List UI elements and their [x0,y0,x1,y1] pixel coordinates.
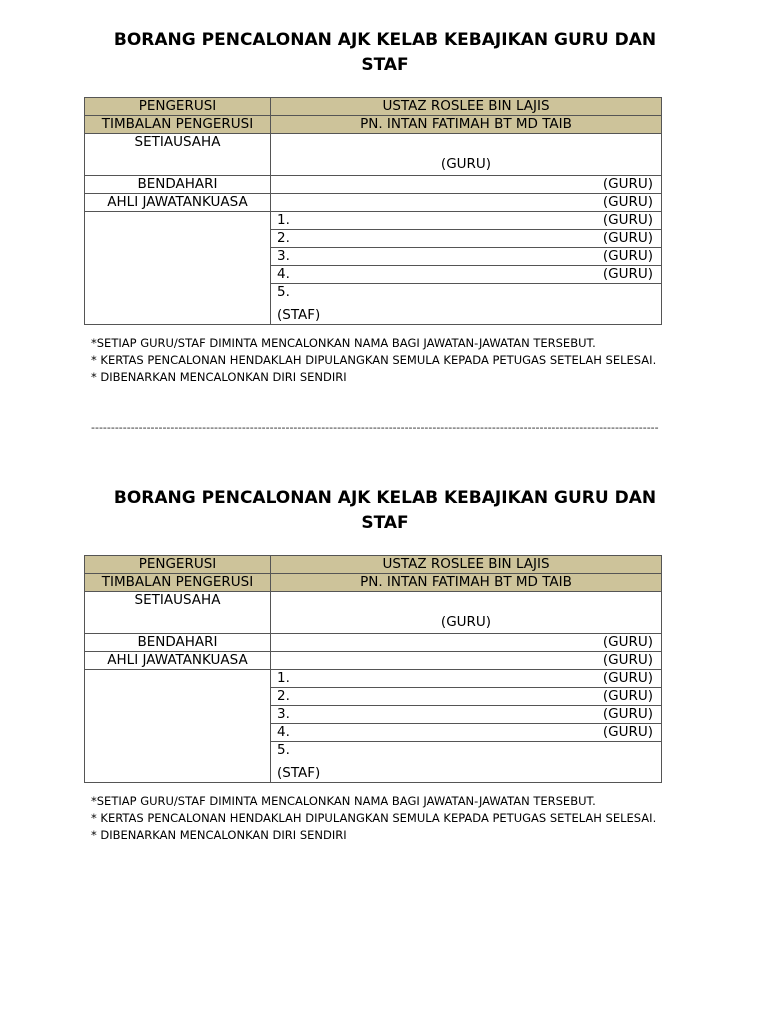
member-number: 4. [277,724,290,740]
category-tag: (GURU) [602,688,653,704]
position-label: SETIAUSAHA [85,592,271,634]
row-ajk [85,194,662,212]
nominee-field[interactable] [271,248,662,266]
member-number: 4. [277,266,290,282]
nominee-field[interactable] [271,230,662,248]
member-number: 3. [277,706,290,722]
category-tag: (GURU) [602,724,653,740]
category-tag: (GURU) [440,156,492,172]
nominee-field[interactable] [271,688,662,706]
nominee-field[interactable] [271,742,662,783]
category-tag: (GURU) [602,652,653,668]
nomination-table [84,555,662,783]
category-tag: (GURU) [602,194,653,210]
row-pengerusi [85,556,662,574]
category-tag: (STAF) [277,307,321,323]
row-setiausaha [85,134,662,176]
nominee-field[interactable] [271,634,662,652]
form-title: BORANG PENCALONAN AJK KELAB KEBAJIKAN GURU DAN STAF [113,488,657,533]
nominee-field[interactable] [271,652,662,670]
position-label: TIMBALAN PENGERUSI [85,574,271,592]
member-number: 2. [277,230,290,246]
nominee-field[interactable] [271,194,662,212]
member-row [85,212,662,230]
candidate-name: PN. INTAN FATIMAH BT MD TAIB [271,116,662,134]
member-number: 3. [277,248,290,264]
row-bendahari [85,634,662,652]
notes [91,335,671,386]
note: * DIBENARKAN MENCALONKAN DIRI SENDIRI [91,828,347,842]
nominee-field[interactable] [271,284,662,325]
category-tag: (GURU) [602,212,653,228]
candidate-name: USTAZ ROSLEE BIN LAJIS [271,556,662,574]
row-setiausaha [85,592,662,634]
category-tag: (GURU) [440,614,492,630]
nominee-field[interactable] [271,134,662,176]
note: * KERTAS PENCALONAN HENDAKLAH DIPULANGKAN SEMULA KEPADA PETUGAS SETELAH SELESAI. [91,353,657,367]
position-label: AHLI JAWATANKUASA [85,652,271,670]
candidate-name: PN. INTAN FATIMAH BT MD TAIB [271,574,662,592]
category-tag: (GURU) [602,706,653,722]
form-title: BORANG PENCALONAN AJK KELAB KEBAJIKAN GURU DAN STAF [113,30,657,75]
note: * DIBENARKAN MENCALONKAN DIRI SENDIRI [91,370,347,384]
member-number: 5. [277,284,290,300]
nominee-field[interactable] [271,212,662,230]
note: *SETIAP GURU/STAF DIMINTA MENCALONKAN NAMA BAGI JAWATAN-JAWATAN TERSEBUT. [91,794,596,808]
member-number: 2. [277,688,290,704]
blank-cell [85,212,271,325]
position-label: PENGERUSI [85,98,271,116]
member-number: 1. [277,212,290,228]
row-timbalan [85,116,662,134]
cut-line: ----------------------------------------------------------------------------------------------------------------------------------------------- [91,421,659,434]
member-number: 5. [277,742,290,758]
category-tag: (GURU) [602,230,653,246]
category-tag: (GURU) [602,670,653,686]
candidate-name: USTAZ ROSLEE BIN LAJIS [271,98,662,116]
nominee-field[interactable] [271,706,662,724]
nominee-field[interactable] [271,176,662,194]
row-timbalan [85,574,662,592]
nominee-field[interactable] [271,266,662,284]
notes [91,793,671,844]
position-label: TIMBALAN PENGERUSI [85,116,271,134]
blank-cell [85,670,271,783]
category-tag: (GURU) [602,266,653,282]
category-tag: (GURU) [602,176,653,192]
row-bendahari [85,176,662,194]
category-tag: (GURU) [602,634,653,650]
position-label: SETIAUSAHA [85,134,271,176]
row-ajk [85,652,662,670]
row-pengerusi [85,98,662,116]
nominee-field[interactable] [271,592,662,634]
nomination-table [84,97,662,325]
position-label: AHLI JAWATANKUASA [85,194,271,212]
position-label: BENDAHARI [85,176,271,194]
member-row [85,670,662,688]
note: * KERTAS PENCALONAN HENDAKLAH DIPULANGKAN SEMULA KEPADA PETUGAS SETELAH SELESAI. [91,811,657,825]
nominee-field[interactable] [271,724,662,742]
category-tag: (GURU) [602,248,653,264]
nominee-field[interactable] [271,670,662,688]
position-label: BENDAHARI [85,634,271,652]
note: *SETIAP GURU/STAF DIMINTA MENCALONKAN NAMA BAGI JAWATAN-JAWATAN TERSEBUT. [91,336,596,350]
category-tag: (STAF) [277,765,321,781]
member-number: 1. [277,670,290,686]
position-label: PENGERUSI [85,556,271,574]
